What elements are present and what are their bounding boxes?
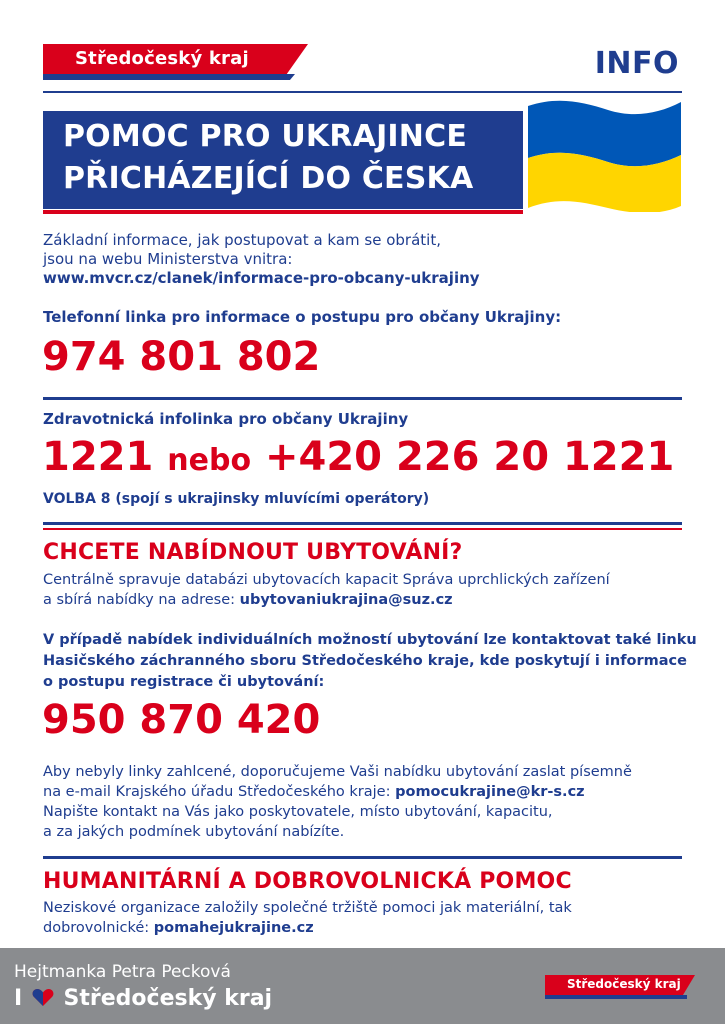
humanitarian-heading: HUMANITÁRNÍ A DOBROVOLNICKÁ POMOC — [43, 869, 572, 894]
footer-slogan — [14, 986, 272, 1011]
accommodation-p1-line2 — [43, 591, 453, 610]
info-label: INFO — [594, 46, 679, 81]
title-line-1: POMOC PRO UKRAJINCE — [63, 119, 468, 154]
footer-brand-tag — [545, 975, 695, 1001]
suz-email-link[interactable]: ubytovaniukrajina@suz.cz — [239, 592, 453, 608]
title-box — [43, 111, 523, 209]
accommodation-p2-line1: V případě nabídek individuálních možností ubytování lze kontaktovat také linku — [43, 632, 697, 648]
health-number-short[interactable]: 1221 — [42, 434, 154, 480]
humanitarian-line2 — [43, 919, 314, 938]
accommodation-p2-line2: Hasičského záchranného sboru Středočeského kraje, kde poskytují i informace — [43, 653, 687, 669]
divider-red — [43, 528, 682, 530]
pomahej-link[interactable]: pomahejukrajine.cz — [153, 920, 314, 936]
or-word: nebo — [167, 443, 252, 478]
intro-line-2: jsou na webu Ministerstva vnitra: — [43, 250, 293, 268]
accommodation-p3-line2 — [43, 783, 585, 802]
accommodation-p2-line3: o postupu registrace či ubytování: — [43, 674, 325, 690]
accommodation-p3-line3: Napište kontakt na Vás jako poskytovatele, místo ubytování, kapacitu, — [43, 804, 553, 820]
health-number-long[interactable]: +420 226 20 1221 — [265, 434, 675, 480]
governor-name: Hejtmanka Petra Pecková — [14, 962, 231, 982]
health-numbers — [42, 434, 674, 480]
health-line-note: VOLBA 8 (spojí s ukrajinsky mluvícími operátory) — [43, 491, 430, 507]
slogan-kraj: Středočeský kraj — [63, 986, 273, 1011]
divider — [43, 856, 682, 859]
brand-tag — [43, 44, 323, 80]
accommodation-p1-text: a sbírá nabídky na adrese: — [43, 592, 240, 608]
kr-s-email-link[interactable]: pomocukrajine@kr-s.cz — [395, 784, 585, 800]
intro-line-1: Základní informace, jak postupovat a kam se obrátit, — [43, 231, 441, 249]
phone-line-label: Telefonní linka pro informace o postupu pro občany Ukrajiny: — [43, 308, 562, 326]
divider — [43, 91, 682, 93]
accommodation-p3-line4: a za jakých podmínek ubytování nabízíte. — [43, 824, 345, 840]
accommodation-heading: CHCETE NABÍDNOUT UBYTOVÁNÍ? — [43, 540, 463, 565]
mvcr-link[interactable]: www.mvcr.cz/clanek/informace-pro-obcany-ukrajiny — [43, 269, 480, 287]
footer-brand-name: Středočeský kraj — [567, 977, 681, 991]
ukraine-flag-icon — [528, 98, 681, 212]
title-line-2: PŘICHÁZEJÍCÍ DO ČESKA — [63, 161, 474, 196]
divider — [43, 522, 682, 525]
slogan-i: I — [14, 986, 23, 1011]
phone-number[interactable]: 974 801 802 — [42, 334, 321, 380]
brand-name: Středočeský kraj — [75, 48, 249, 69]
accommodation-p3-line1: Aby nebyly linky zahlcené, doporučujeme Vaši nabídku ubytování zaslat písemně — [43, 764, 632, 780]
humanitarian-line1: Neziskové organizace založily společné tržiště pomoci jak materiální, tak — [43, 900, 572, 916]
accommodation-p1-line1: Centrálně spravuje databázi ubytovacích kapacit Správa uprchlických zařízení — [43, 572, 610, 588]
title-underline — [43, 210, 523, 214]
accommodation-p3-text: na e-mail Krajského úřadu Středočeského kraje: — [43, 784, 396, 800]
health-line-label: Zdravotnická infolinka pro občany Ukrajiny — [43, 410, 409, 428]
humanitarian-text: dobrovolnické: — [43, 920, 154, 936]
hzs-phone-number[interactable]: 950 870 420 — [42, 697, 321, 743]
divider — [43, 397, 682, 400]
heart-icon — [32, 988, 54, 1007]
